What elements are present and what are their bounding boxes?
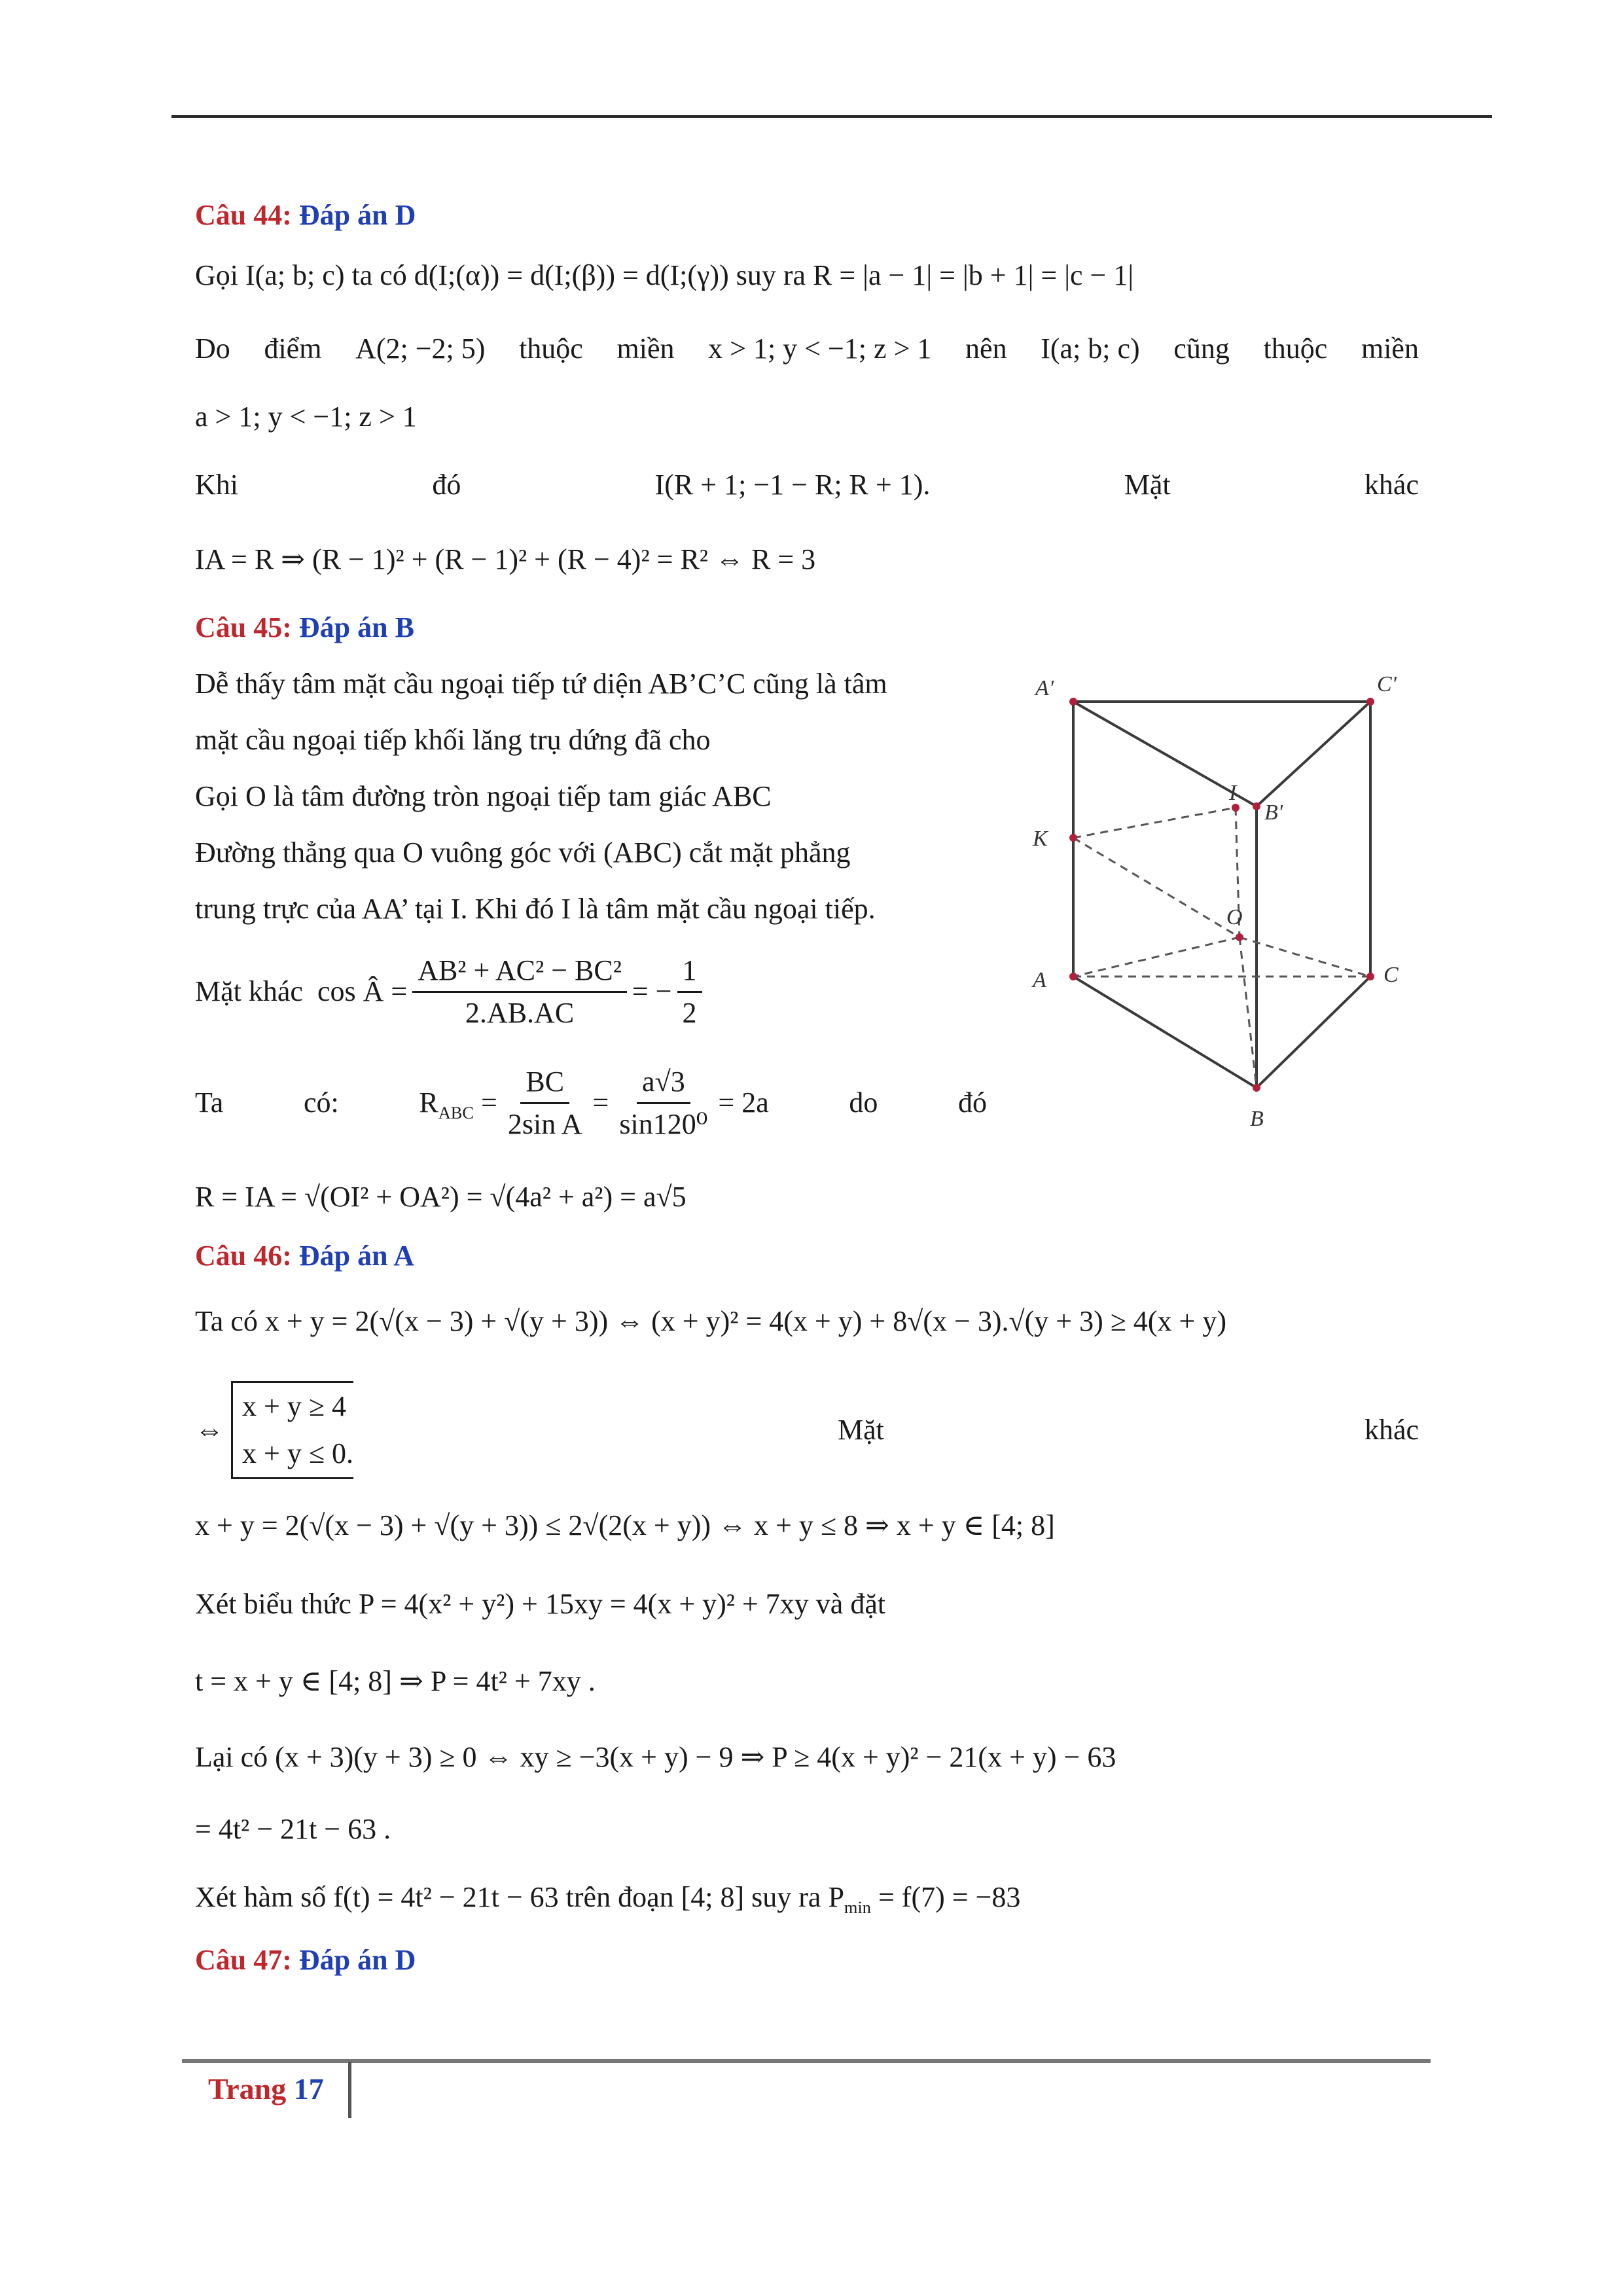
label-i: I bbox=[1229, 781, 1237, 805]
edge-bc bbox=[1257, 977, 1370, 1088]
q46-line-7: = 4t² − 21t − 63 . bbox=[195, 1813, 391, 1845]
label-a: A bbox=[1033, 968, 1046, 992]
q46-line-6: Lại có (x + 3)(y + 3) ≥ 0 ⇔ xy ≥ −3(x + y) − 9 ⇒ P ≥ 4(x + y)² − 21(x + y) − 63 bbox=[195, 1741, 1116, 1773]
q45-heading: Câu 45: Đáp án B bbox=[195, 611, 414, 643]
label-c: C bbox=[1383, 963, 1399, 987]
segment-oa bbox=[1073, 937, 1240, 977]
label-b1: B' bbox=[1264, 800, 1283, 825]
q46-line-2: ⇔ x + y ≥ 4 x + y ≤ 0. Mặt khác bbox=[195, 1381, 1419, 1479]
page-number: Trang 17 bbox=[208, 2072, 324, 2106]
q45-line-1: Dễ thấy tâm mặt cầu ngoại tiếp tứ diện AB’C’C cũng là tâm bbox=[195, 668, 887, 700]
q46-line-4: Xét biểu thức P = 4(x² + y²) + 15xy = 4(x + y)² + 7xy và đặt bbox=[195, 1588, 886, 1620]
label-b: B bbox=[1250, 1107, 1264, 1131]
q46-line-1: Ta có x + y = 2(√(x − 3) + √(y + 3)) ⇔ (x + y)² = 4(x + y) + 8√(x − 3).√(y + 3) ≥ 4(x + y) bbox=[195, 1305, 1227, 1337]
footer-rule bbox=[182, 2059, 1431, 2063]
footer-divider bbox=[348, 2062, 351, 2118]
q46-line-5: t = x + y ∈ [4; 8] ⇒ P = 4t² + 7xy . bbox=[195, 1665, 596, 1697]
q47-heading: Câu 47: Đáp án D bbox=[195, 1944, 416, 1976]
segment-ki bbox=[1073, 808, 1236, 838]
q45-line-3: Gọi O là tâm đường tròn ngoại tiếp tam giác ABC bbox=[195, 780, 772, 812]
cos-fraction: $\frac{\text{AB² + AC² − BC²}}{2.AB.AC}$ bbox=[412, 953, 627, 1031]
edge-ab bbox=[1073, 977, 1257, 1088]
q44-heading: Câu 44: Đáp án D bbox=[195, 199, 416, 231]
segment-oc bbox=[1240, 937, 1370, 977]
q44-line-2: Do điểm A(2; −2; 5) thuộc miền x > 1; y < −1; z > 1 nên I(a; b; c) cũng thuộc miền bbox=[195, 332, 1419, 365]
q45-line-4: Đường thẳng qua O vuông góc với (ABC) cắt mặt phẳng bbox=[195, 836, 851, 869]
header-rule bbox=[171, 115, 1492, 118]
label-a1: A' bbox=[1035, 676, 1054, 700]
label-o: O bbox=[1226, 905, 1243, 929]
q45-line-5: trung trực của AA’ tại I. Khi đó I là tâm mặt cầu ngoại tiếp. bbox=[195, 893, 876, 925]
case-bracket: x + y ≥ 4 x + y ≤ 0. bbox=[231, 1381, 353, 1479]
q45-line-2: mặt cầu ngoại tiếp khối lăng trụ dứng đã cho bbox=[195, 724, 711, 756]
q46-line-3: x + y = 2(√(x − 3) + √(y + 3)) ≤ 2√(2(x + y)) ⇔ x + y ≤ 8 ⇒ x + y ∈ [4; 8] bbox=[195, 1509, 1055, 1541]
cos-result-fraction: $\frac{1}{2}$ bbox=[677, 953, 702, 1031]
radius-formula: R $_{ABC}$ = $\frac{BC}{\text{2sin A}}$ = $\frac{a√3}{\text{sin120⁰}}$ = 2a bbox=[419, 1065, 769, 1140]
edge-c1b1 bbox=[1257, 702, 1370, 806]
q44-line-4: Khi đó I(R + 1; −1 − R; R + 1). Mặt khác bbox=[195, 469, 1419, 501]
label-c1: C' bbox=[1377, 672, 1397, 696]
q46-line-8: Xét hàm số f(t) = 4t² − 21t − 63 trên đoạn [4; 8] suy ra $P_{min} = f(7) = -83$ bbox=[195, 1881, 1021, 1917]
q44-line-1: Gọi I(a; b; c) ta có d(I;(α)) = d(I;(β)) = d(I;(γ)) suy ra R = |a − 1| = |b + 1| = |c − 1| bbox=[195, 259, 1134, 291]
segment-ko bbox=[1073, 838, 1240, 937]
segment-ob bbox=[1240, 937, 1257, 1088]
q44-line-3: a > 1; y < −1; z > 1 bbox=[195, 401, 417, 433]
q45-cos-line: Mặt khác cos Â = $\frac{\text{AB² + AC² − BC²}}{2.AB.AC}$ = − $\frac{1}{2}$ bbox=[195, 949, 1419, 1034]
q45-radius-line: Ta có: R $_{ABC}$ = $\frac{BC}{\text{2sin A}}$ = $\frac{a√3}{\text{sin120⁰}}$ = 2a do đó bbox=[195, 1060, 987, 1145]
label-k: K bbox=[1033, 827, 1048, 851]
figure-points bbox=[1069, 698, 1374, 1092]
q45-line-8: R = IA = √(OI² + OA²) = √(4a² + a²) = a√5 bbox=[195, 1181, 687, 1213]
q44-line-5: IA = R ⇒ (R − 1)² + (R − 1)² + (R − 4)² = R² ⇔ R = 3 bbox=[195, 543, 816, 575]
q46-heading: Câu 46: Đáp án A bbox=[195, 1240, 414, 1272]
prism-figure bbox=[1013, 655, 1425, 1152]
